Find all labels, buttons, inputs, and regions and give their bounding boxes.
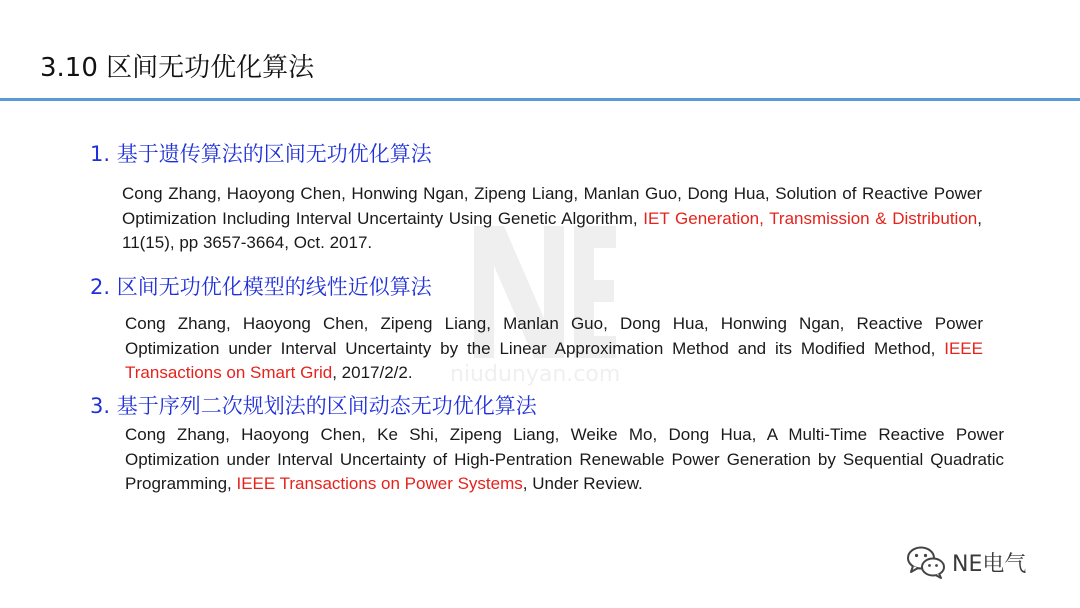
reference-1-authors: Cong Zhang, Haoyong Chen, Honwing Ngan, Zipeng Liang, Manlan Guo, Dong Hua, Solution of Reactive Power Optimization Including Interval Uncertainty Using Genetic Algorithm, (122, 184, 982, 228)
footer-brand (906, 544, 1026, 580)
footer-brand-text: NE电气 (952, 551, 1027, 577)
reference-2 (125, 312, 983, 386)
section-heading-1: 1. 基于遗传算法的区间无功优化算法 (90, 142, 432, 166)
reference-3-journal: IEEE Transactions on Power Systems (236, 474, 523, 493)
reference-2-journal: IEEE Transactions on Smart Grid (125, 338, 983, 382)
wechat-icon (906, 545, 946, 579)
watermark-text: niudunyan.com (450, 362, 621, 387)
section-heading-3: 3. 基于序列二次规划法的区间动态无功优化算法 (90, 394, 537, 418)
section-heading-2: 2. 区间无功优化模型的线性近似算法 (90, 275, 432, 299)
reference-2-authors: Cong Zhang, Haoyong Chen, Zipeng Liang, Manlan Guo, Dong Hua, Honwing Ngan, Reactive Power Optimization under Interval Uncertainty by the Linear Approximation Method and its Modified Method, (125, 314, 983, 358)
reference-1 (122, 182, 982, 256)
reference-2-details: , 2017/2/2. (332, 363, 413, 382)
slide-title: 3.10 区间无功优化算法 (40, 53, 315, 83)
reference-3-authors: Cong Zhang, Haoyong Chen, Ke Shi, Zipeng Liang, Weike Mo, Dong Hua, A Multi-Time Reactive Power Optimization under Interval Uncertainty of High-Pentration Renewable Power Generation by Sequential Quadratic Programming, (125, 425, 1004, 493)
title-divider (0, 98, 1080, 101)
reference-1-journal: IET Generation, Transmission & Distribution (643, 208, 978, 228)
reference-1-details: , 11(15), pp 3657-3664, Oct. 2017. (122, 208, 982, 252)
reference-3 (125, 423, 1004, 497)
reference-3-details: , Under Review. (522, 474, 643, 493)
